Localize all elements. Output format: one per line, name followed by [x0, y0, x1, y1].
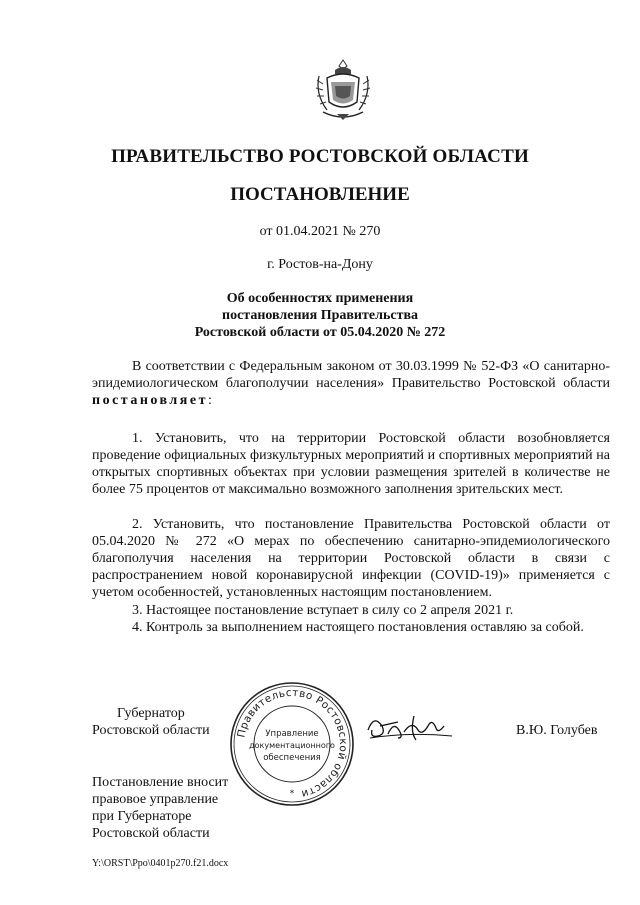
document-title — [0, 290, 640, 341]
note-line: Постановление вносит — [92, 775, 229, 790]
document-type-heading: ПОСТАНОВЛЕНИЕ — [230, 184, 410, 205]
svg-text:обеспечения: обеспечения — [263, 753, 321, 763]
official-seal — [228, 680, 356, 808]
governor-name: В.Ю. Голубев — [516, 723, 598, 738]
seal-stamp-icon — [228, 680, 356, 808]
svg-text:документационного: документационного — [249, 741, 335, 750]
handwritten-signature — [364, 708, 460, 746]
title-line: постановления Правительства — [222, 308, 418, 323]
preamble-tail: : — [207, 393, 212, 408]
note-line: при Губернаторе — [92, 809, 192, 824]
introducer-note — [92, 774, 228, 842]
file-path-footer: Y:\ORST\Ppo\0401p270.f21.docx — [92, 858, 229, 869]
paragraph-2: 2. Установить, что постановление Правительства Ростовской области от 05.04.2020 № 272 «О мерах по обеспечению санитарно-эпидемиологического благополучия населения на территории Ростовской области в связи с распространением новой коронавирусной инфекции (COVID-19)» применяется с учетом особенностей, установленных настоящим постановлением. — [92, 517, 610, 600]
signatory-position-line2: Ростовской области — [92, 723, 210, 738]
title-line: Об особенностях применения — [226, 291, 414, 306]
document-city: г. Ростов-на-Дону — [267, 257, 373, 272]
signature-icon — [364, 708, 460, 746]
paragraph-1: 1. Установить, что на территории Ростовской области возобновляется проведение официальных физкультурных мероприятий и спортивных мероприятий на открытых спортивных объектах при условии размещения зрителей в количестве не более 75 процентов от максимально возможного заполнения зрительских мест. — [92, 431, 610, 497]
paragraph-4: 4. Контроль за выполнением настоящего постановления оставляю за собой. — [132, 620, 584, 635]
preamble-paragraph — [92, 358, 610, 409]
svg-text:*: * — [289, 789, 295, 799]
paragraph-3: 3. Настоящее постановление вступает в силу со 2 апреля 2021 г. — [132, 603, 514, 618]
preamble-emphasis: постановляет — [92, 393, 208, 408]
svg-text:Управление: Управление — [265, 729, 319, 739]
note-line: Ростовской области — [92, 826, 210, 841]
title-line: Ростовской области от 05.04.2020 № 272 — [194, 325, 446, 340]
note-line: правовое управление — [92, 792, 219, 807]
document-date-number: от 01.04.2021 № 270 — [259, 224, 381, 239]
signatory-position-line1: Губернатор — [117, 706, 185, 721]
coat-of-arms-emblem — [313, 56, 373, 122]
preamble-text: В соответствии с Федеральным законом от 30.03.1999 № 52-ФЗ «О санитарно-эпидемиологическом благополучии населения» Правительство Ростовской области — [92, 359, 610, 391]
svg-text:Правительство Ростовской облас: Правительство Ростовской области — [235, 686, 350, 801]
organization-heading: ПРАВИТЕЛЬСТВО РОСТОВСКОЙ ОБЛАСТИ — [111, 146, 529, 167]
emblem-icon — [313, 56, 373, 122]
